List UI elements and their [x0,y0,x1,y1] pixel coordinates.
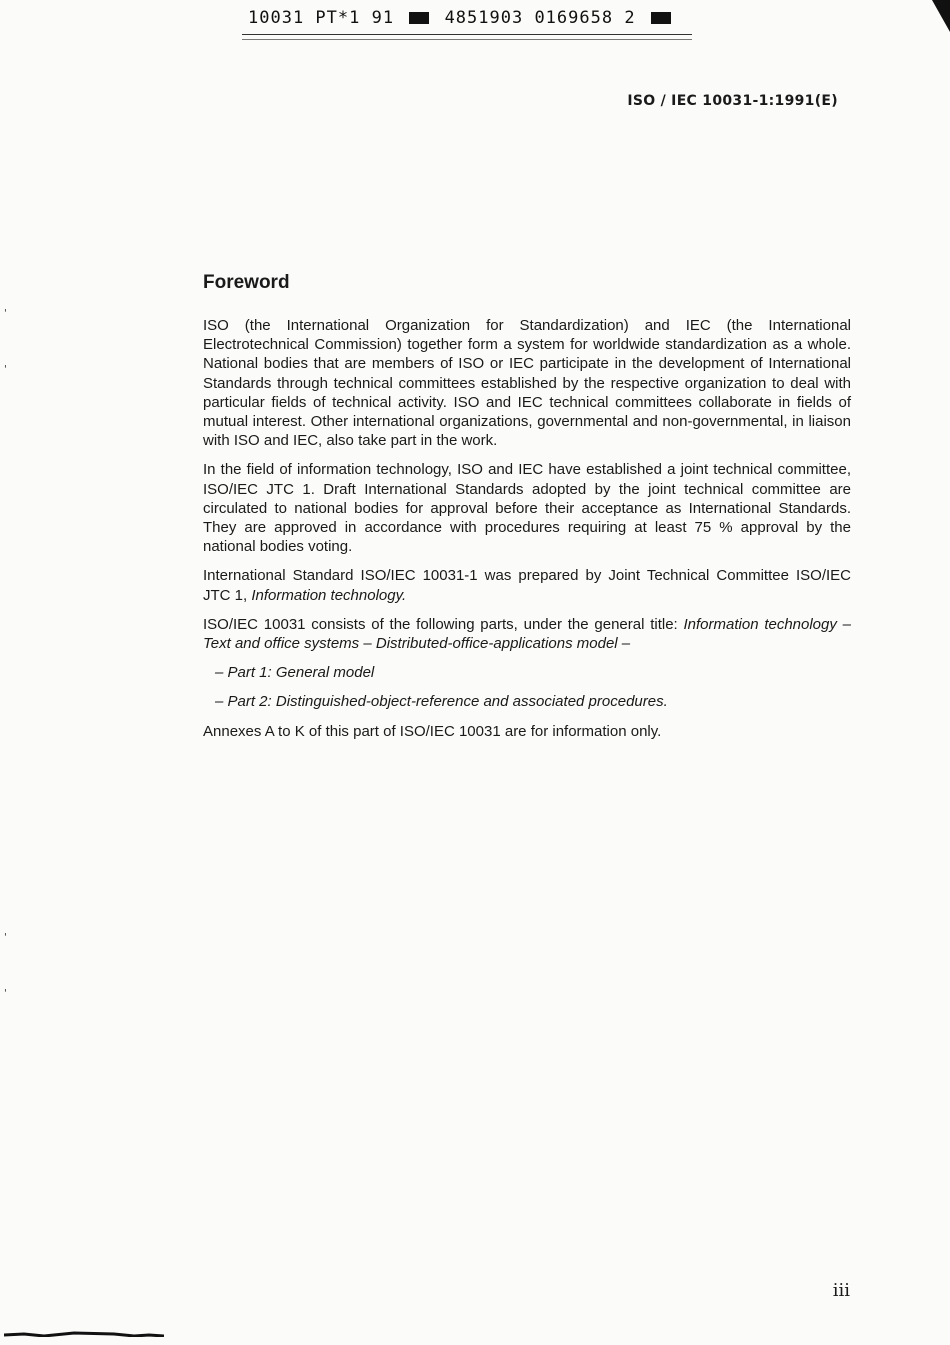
scan-smudge [4,1331,164,1337]
scan-block-mark [409,12,429,24]
scan-speck: ' [4,988,7,999]
scan-speck: ' [4,308,7,319]
paragraph-3-italic: Information technology. [251,586,407,604]
list-item-part-1 [215,663,851,682]
paragraph-4-italic: Information technology – Text and office systems – Distributed-office-applications model – [203,615,851,653]
scan-speck: ' [4,364,7,375]
scan-code-left: 10031 PT*1 91 [248,8,395,28]
document-id: ISO / IEC 10031-1:1991(E) [627,93,838,109]
paragraph-4-text: ISO/IEC 10031 consists of the following parts, under the general title: [203,615,684,633]
paragraph-5: Annexes A to K of this part of ISO/IEC 10031 are for information only. [203,722,662,740]
scan-speck: ' [4,932,7,943]
part-1-label: – Part 1: General model [215,664,375,682]
scan-rule [242,39,692,40]
paragraph-4 [203,615,851,653]
scan-rule [242,34,692,35]
scan-header-code [248,8,675,28]
scan-code-mid: 4851903 0169658 2 [444,8,636,28]
scan-corner-mark [932,0,950,32]
paragraph-3 [203,566,851,604]
page-title: Foreword [203,272,290,293]
list-item-part-2 [215,692,851,711]
scan-block-mark [651,12,671,24]
foreword-body [203,316,851,751]
page-number: iii [832,1280,850,1301]
paragraph-1: ISO (the International Organization for Standardization) and IEC (the International Electrotechnical Commission) together form a system for worldwide standardization as a whole. National bodies that are members of ISO or IEC participate in the development of International Standards through technical committees established by the respective organization to deal with particular fields of technical activity. ISO and IEC technical committees collaborate in fields of mutual interest. Other international organizations, governmental and non-governmental, in liaison with ISO and IEC, also take part in the work. [203,317,851,450]
paragraph-3-text: International Standard ISO/IEC 10031-1 was prepared by Joint Technical Committee ISO/IEC JTC 1, [203,567,851,604]
paragraph-2: In the field of information technology, ISO and IEC have established a joint technical committee, ISO/IEC JTC 1. Draft International Standards adopted by the joint technical committee are circulated to national bodies for approval before their acceptance as International Standards. They are approved in accordance with procedures requiring at least 75 % approval by the national bodies voting. [203,461,851,556]
part-2-label: – Part 2: Distinguished-object-reference and associated procedures. [215,693,668,711]
